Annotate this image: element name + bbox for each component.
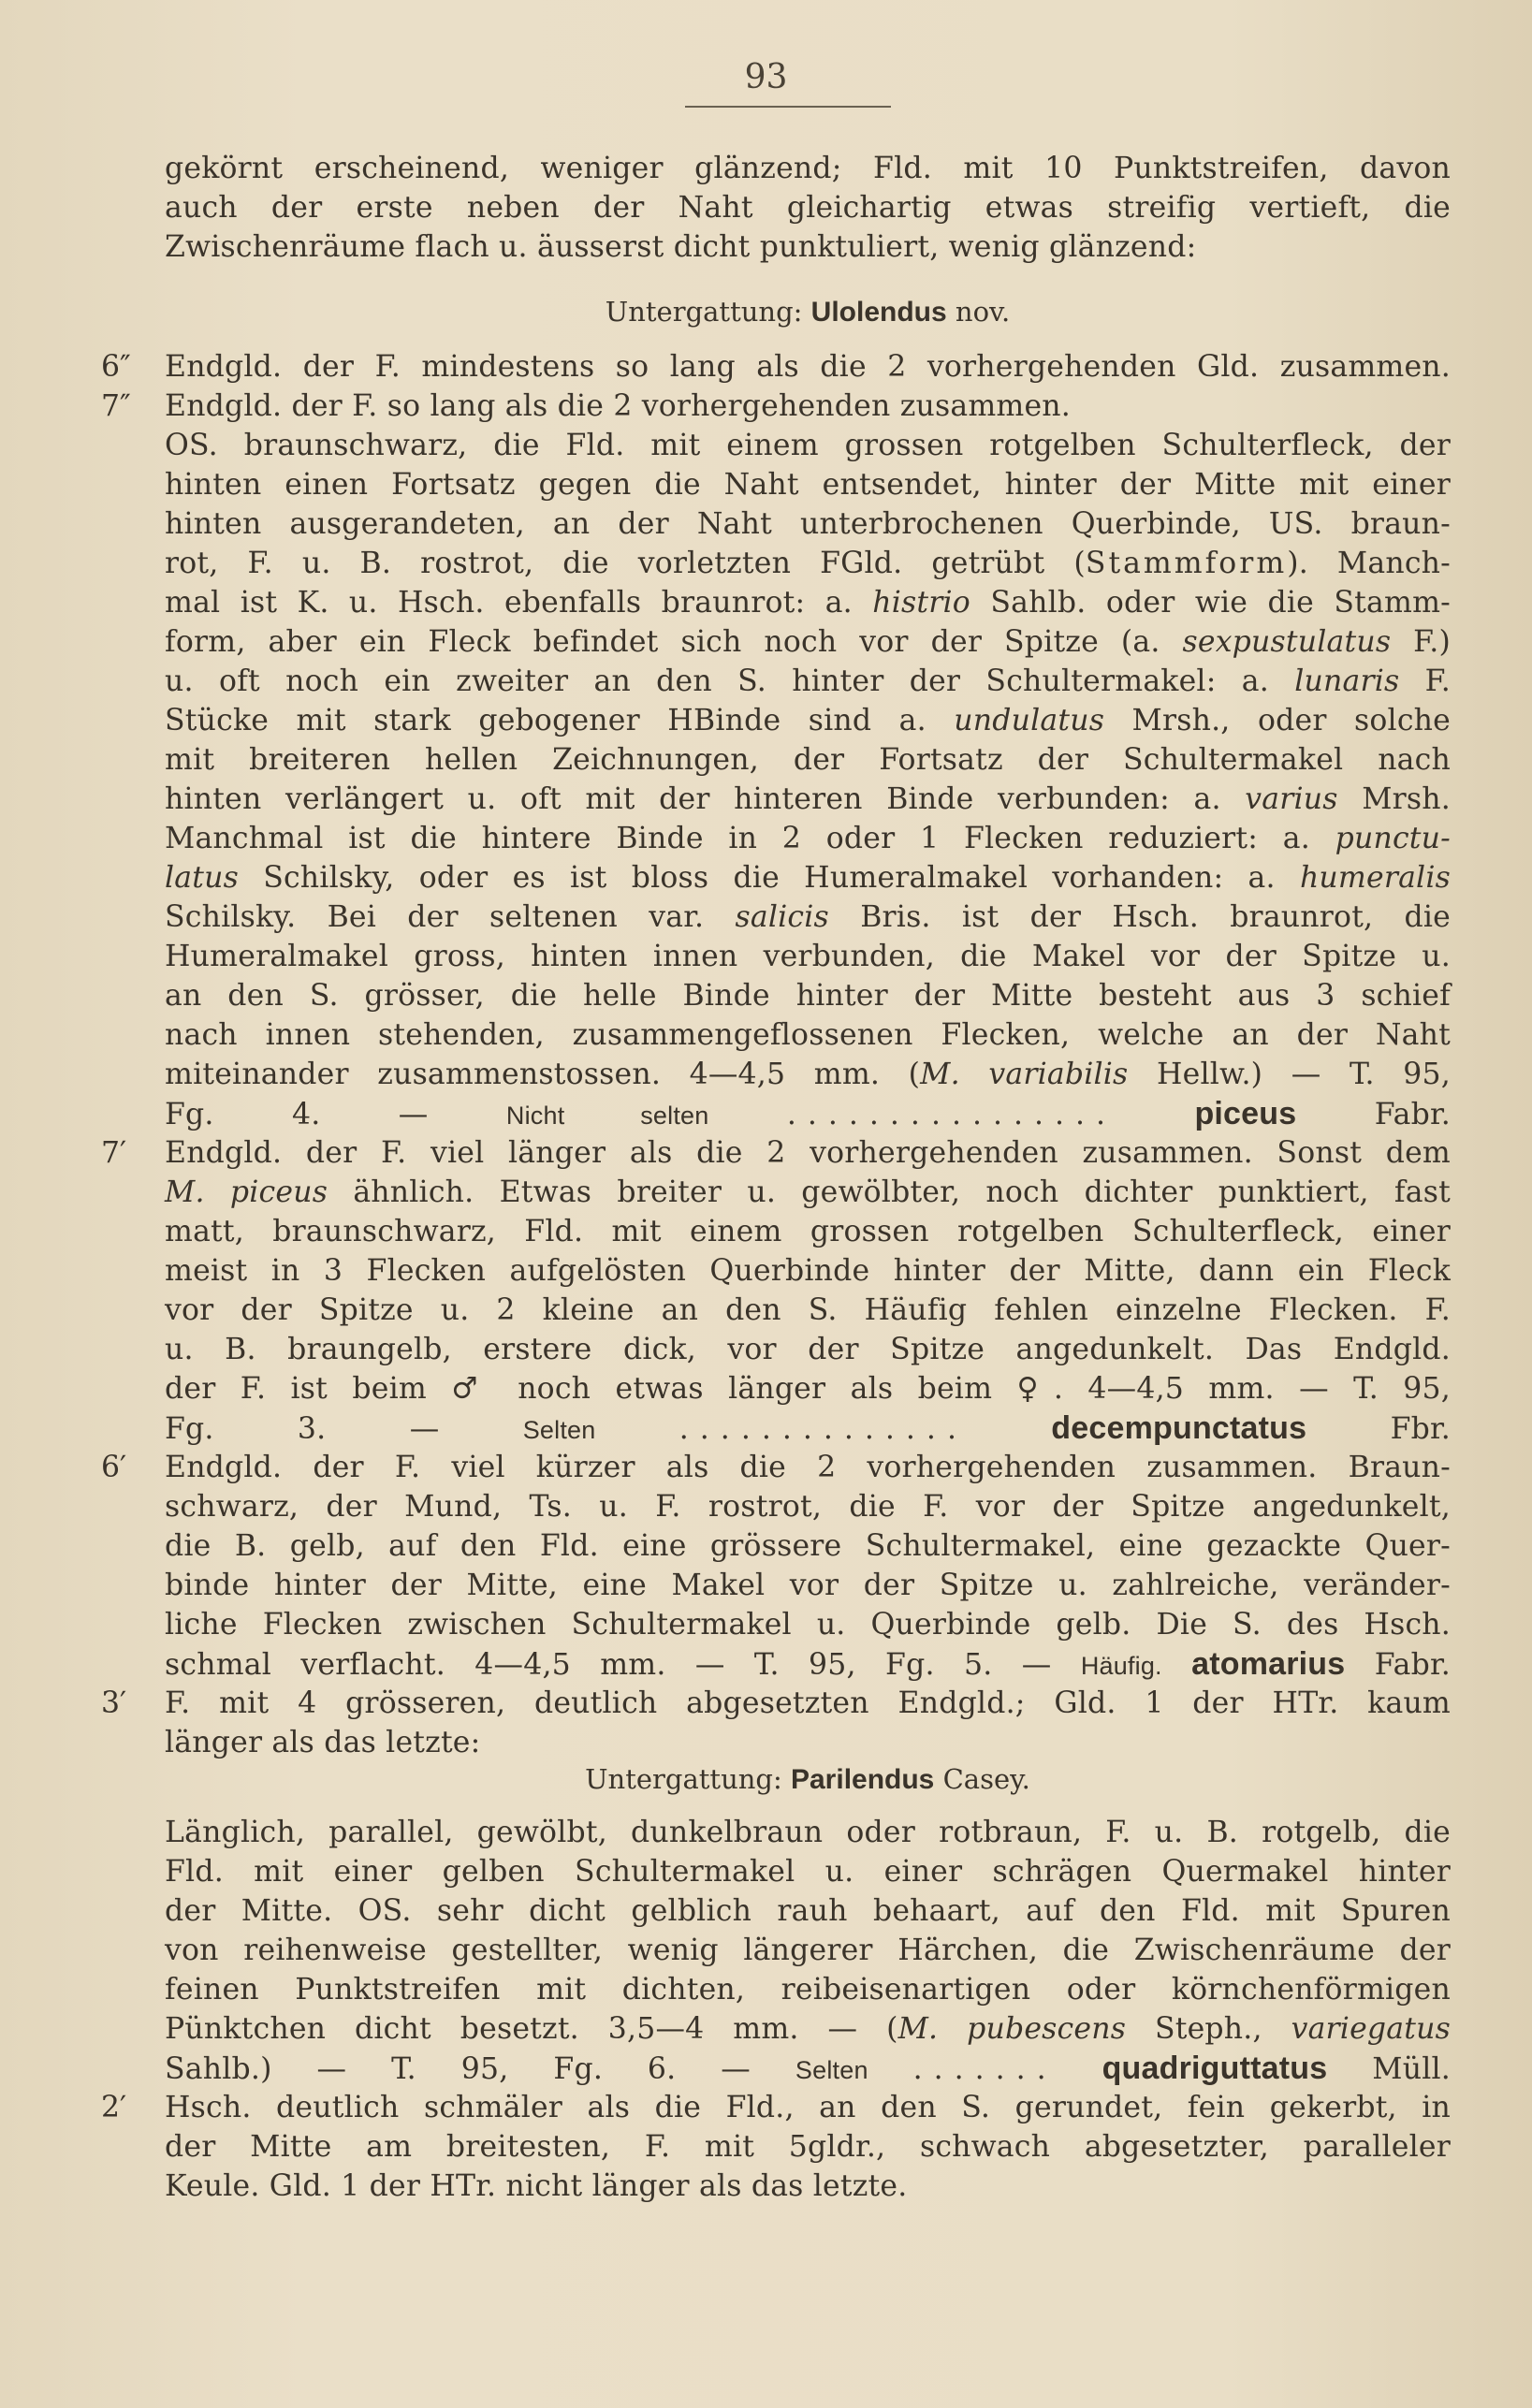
text-line: Pünktchen dicht besetzt. 3,5—4 mm. — (M. pubescens Steph., variegatus [165,2012,1451,2046]
text-line: latus Schilsky, oder es ist bloss die Humeralmakel vorhanden: a. humeralis [165,861,1451,895]
text-line: Keule. Gld. 1 der HTr. nicht länger als das letzte. [165,2169,908,2203]
text-line: Endgld. der F. viel länger als die 2 vorhergehenden zusammen. Sonst dem [165,1136,1451,1170]
text-line: gekörnt erscheinend, weniger glänzend; Fld. mit 10 Punktstreifen, davon [165,152,1451,185]
text-line: nach innen stehenden, zusammengeflossenen Flecken, welche an der Naht [165,1018,1451,1052]
couplet-marker: 3′ [101,1686,127,1720]
couplet-marker: 7″ [101,389,131,423]
couplet-marker: 2′ [101,2091,127,2124]
text-line: M. piceus ähnlich. Etwas breiter u. gewölbter, noch dichter punktiert, fast [165,1175,1451,1209]
text-line: die B. gelb, auf den Fld. eine grössere Schultermakel, eine gezackte Quer- [165,1529,1451,1563]
text-line: liche Flecken zwischen Schultermakel u. Querbinde gelb. Die S. des Hsch. [165,1608,1451,1642]
text-line: matt, braunschwarz, Fld. mit einem grossen rotgelben Schulterfleck, einer [165,1215,1451,1248]
text-line: länger als das letzte: [165,1726,481,1759]
text-line: hinten verlängert u. oft mit der hinteren Binde verbunden: a. varius Mrsh. [165,782,1451,816]
text-line: der Mitte am breitesten, F. mit 5gldr., schwach abgesetzter, paralleler [165,2130,1451,2164]
species-line-atomarius: schmal verflacht. 4—4,5 mm. — T. 95, Fg. 5. — Häufig. atomarius Fabr. [165,1646,1451,1682]
text-line: Endgld. der F. mindestens so lang als die 2 vorhergehenden Gld. zusammen. [165,350,1451,384]
text-line: Hsch. deutlich schmäler als die Fld., an den S. gerundet, fein gekerbt, in [165,2091,1451,2124]
text-line: auch der erste neben der Naht gleichartig etwas streifig vertieft, die [165,191,1451,225]
text-line: miteinander zusammenstossen. 4—4,5 mm. (M. variabilis Hellw.) — T. 95, [165,1058,1452,1091]
text-line: form, aber ein Fleck befindet sich noch vor der Spitze (a. sexpustulatus F.) [165,625,1451,659]
text-line: Zwischenräume flach u. äusserst dicht punktuliert, wenig glänzend: [165,230,1197,264]
text-line: schwarz, der Mund, Ts. u. F. rostrot, die F. vor der Spitze angedunkelt, [165,1490,1451,1524]
text-line: Stücke mit stark gebogener HBinde sind a. undulatus Mrsh., oder solche [165,704,1451,737]
text-line: der Mitte. OS. sehr dicht gelblich rauh behaart, auf den Fld. mit Spuren [165,1894,1451,1928]
text-line: u. oft noch ein zweiter an den S. hinter der Schultermakel: a. lunaris F. [165,664,1452,698]
text-line: mal ist K. u. Hsch. ebenfalls braunrot: a. histrio Sahlb. oder wie die Stamm- [165,586,1451,620]
species-line-decempunctatus: Fg. 3. — Selten .............. decempunctatus Fbr. [165,1410,1452,1446]
species-line-piceus: Fg. 4. — Nicht selten ................ piceus Fabr. [165,1096,1451,1131]
header-rule [685,106,891,108]
text-line: der F. ist beim ♂ noch etwas länger als beim ♀. 4—4,5 mm. — T. 95, [165,1372,1451,1406]
text-line: Manchmal ist die hintere Binde in 2 oder 1 Flecken reduziert: a. punctu- [165,822,1451,855]
subgenus-heading-parilendus: Untergattung: Parilendus Casey. [585,1763,1030,1795]
couplet-marker: 7′ [101,1136,127,1170]
text-line: Endgld. der F. viel kürzer als die 2 vorhergehenden zusammen. Braun- [165,1451,1451,1484]
text-line: OS. braunschwarz, die Fld. mit einem grossen rotgelben Schulterfleck, der [165,429,1451,462]
text-line: rot, F. u. B. rostrot, die vorletzten FGld. getrübt (Stammform). Manch- [165,547,1451,580]
text-line: Schilsky. Bei der seltenen var. salicis Bris. ist der Hsch. braunrot, die [165,900,1452,934]
species-line-quadriguttatus: Sahlb.) — T. 95, Fg. 6. — Selten ....... quadriguttatus Müll. [165,2050,1451,2086]
text-line: vor der Spitze u. 2 kleine an den S. Häufig fehlen einzelne Flecken. F. [165,1293,1451,1327]
page-number: 93 [744,58,788,96]
text-line: u. B. braungelb, erstere dick, vor der Spitze angedunkelt. Das Endgld. [165,1333,1451,1366]
couplet-marker: 6″ [101,350,131,384]
text-line: Endgld. der F. so lang als die 2 vorhergehenden zusammen. [165,389,1072,423]
text-line: hinten ausgerandeten, an der Naht unterbrochenen Querbinde, US. braun- [165,507,1451,541]
text-line: Humeralmakel gross, hinten innen verbunden, die Makel vor der Spitze u. [165,940,1451,973]
subgenus-heading-ulolendus: Untergattung: Ulolendus nov. [605,296,1011,328]
text-line: Länglich, parallel, gewölbt, dunkelbraun oder rotbraun, F. u. B. rotgelb, die [165,1816,1451,1849]
text-line: von reihenweise gestellter, wenig längerer Härchen, die Zwischenräume der [165,1934,1451,1967]
text-line: meist in 3 Flecken aufgelösten Querbinde hinter der Mitte, dann ein Fleck [165,1254,1451,1288]
text-line: Fld. mit einer gelben Schultermakel u. einer schrägen Quermakel hinter [165,1855,1451,1889]
text-line: binde hinter der Mitte, eine Makel vor der Spitze u. zahlreiche, veränder- [165,1569,1451,1602]
text-line: mit breiteren hellen Zeichnungen, der Fortsatz der Schultermakel nach [165,743,1451,777]
text-line: feinen Punktstreifen mit dichten, reibeisenartigen oder körnchenförmigen [165,1973,1451,2007]
text-line: hinten einen Fortsatz gegen die Naht entsendet, hinter der Mitte mit einer [165,468,1451,502]
text-line: an den S. grösser, die helle Binde hinter der Mitte besteht aus 3 schief [165,979,1451,1013]
couplet-marker: 6′ [101,1451,127,1484]
text-line: F. mit 4 grösseren, deutlich abgesetzten Endgld.; Gld. 1 der HTr. kaum [165,1686,1451,1720]
